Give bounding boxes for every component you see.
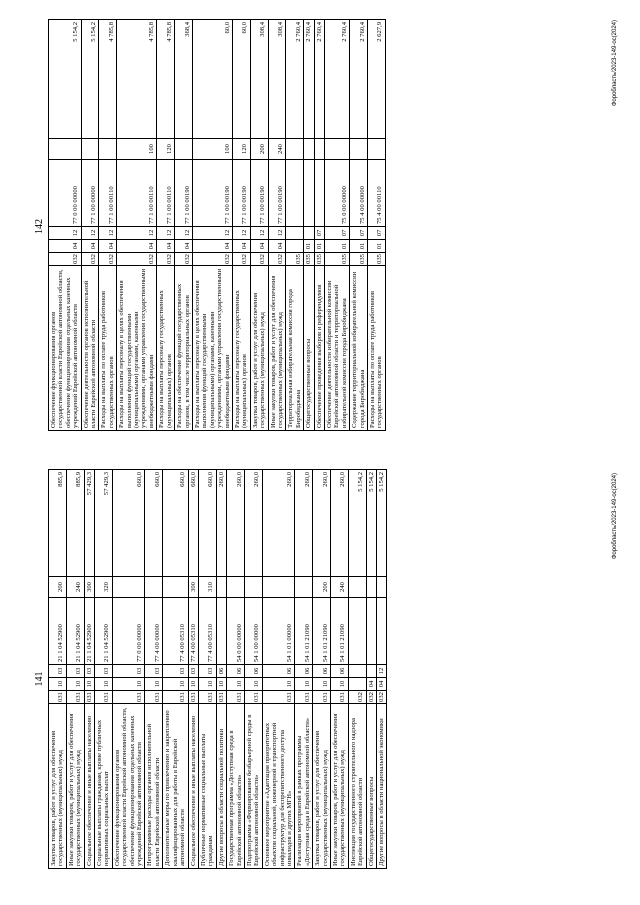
row-name: Общегосударственные вопросы [304, 266, 314, 431]
row-section: 01 [368, 240, 386, 253]
row-gov-code: 031 [189, 692, 197, 702]
table-row [250, 20, 268, 431]
row-expense-type: 200 [250, 139, 268, 160]
row-amount: 4 785,8 [117, 20, 157, 139]
row-expense-type [81, 139, 99, 160]
row-target-code: 54 1 00 00000 [244, 598, 262, 665]
row-name: Общегосударственные вопросы [366, 704, 376, 869]
row-target-code [304, 160, 314, 227]
table-row [286, 20, 304, 431]
row-expense-type: 240 [66, 577, 84, 598]
table-row [157, 20, 175, 431]
row-target-code [286, 160, 304, 227]
row-name: Обеспечение функционирования органов государственной власти Еврейской автономной области, обеспечение функционирования отдельных казенных учреждений Еврейской автономной области [112, 704, 145, 869]
row-subsection: 12 [99, 227, 117, 240]
row-expense-type [304, 139, 314, 160]
row-target-code: 77 1 00 00190 [232, 160, 250, 227]
row-name: Расходы на выплаты персоналу в целях обеспечения выполнения функций государственными (муниципальными) органами, казенными учреждениями, органами управления государственными внебюджетными фондами [117, 266, 157, 431]
row-gov-code: 031 [331, 691, 349, 704]
row-expense-type: 300 [84, 577, 94, 598]
row-target-code: 77 1 00 00190 [175, 160, 193, 227]
page-left [0, 453, 640, 905]
table-row [295, 470, 313, 869]
table-row [268, 20, 286, 431]
table-row [262, 470, 295, 869]
row-name: Другие вопросы в области национальной экономики [377, 704, 387, 869]
row-expense-type [350, 139, 368, 160]
row-subsection: 12 [81, 227, 99, 240]
row-gov-code: 035 [305, 254, 313, 264]
row-gov-code: 031 [112, 691, 145, 704]
table-row [192, 20, 232, 431]
row-expense-type [348, 577, 366, 598]
row-amount: 260,0 [244, 470, 262, 577]
row-subsection [348, 665, 366, 678]
row-name: Обеспечение деятельности органов исполнительной власти Еврейской автономной области [81, 266, 99, 431]
row-section: 04 [49, 240, 82, 253]
row-subsection: 06 [295, 665, 313, 678]
table-row [66, 470, 84, 869]
row-amount: 60,0 [192, 20, 232, 139]
row-amount: 5 154,2 [49, 20, 82, 139]
row-name: Закупка товаров, работ и услуг для обеспечения государственных (муниципальных) нужд [49, 704, 67, 869]
row-name: Дополнительные меры по привлечению и закреплению квалифицированных для работы в Еврейской автономной области [163, 704, 188, 869]
row-subsection: 03 [95, 665, 113, 678]
row-section: 10 [145, 678, 163, 691]
row-subsection: 12 [268, 227, 286, 240]
row-section: 10 [112, 678, 145, 691]
row-amount: 308,4 [250, 20, 268, 139]
row-expense-type: 100 [192, 139, 232, 160]
row-gov-code: 031 [313, 691, 331, 704]
row-section: 04 [99, 240, 117, 253]
row-section: 10 [295, 678, 313, 691]
row-section: 01 [350, 240, 368, 253]
row-expense-type [49, 139, 82, 160]
table-row [325, 20, 350, 431]
table-row [227, 470, 245, 869]
row-name: Непрограммные расходы органов исполнительной власти Еврейской автономной области [145, 704, 163, 869]
row-target-code: 77 0 00 00000 [112, 598, 145, 665]
row-amount: 260,0 [331, 470, 349, 577]
row-expense-type [145, 577, 163, 598]
budget-table [48, 19, 386, 431]
row-expense-type: 300 [188, 577, 198, 598]
row-section: 04 [192, 240, 232, 253]
table-row [84, 470, 94, 869]
row-section: 10 [198, 678, 216, 691]
row-gov-code: 032 [250, 253, 268, 266]
row-amount: 260,0 [227, 470, 245, 577]
table-row [49, 20, 82, 431]
row-name: Иные закупки товаров, работ и услуг для обеспечения государственных (муниципальных) нужд [66, 704, 84, 869]
table-row [49, 470, 67, 869]
row-target-code: 77 0 00 00000 [49, 160, 82, 227]
row-subsection [304, 227, 314, 240]
row-section: 04 [377, 678, 387, 691]
row-amount: 2 760,4 [286, 20, 304, 139]
row-amount: 5 154,2 [366, 470, 376, 577]
row-section: 10 [163, 678, 188, 691]
table-row [198, 470, 216, 869]
row-amount: 368,4 [175, 20, 193, 139]
row-gov-code: 032 [232, 253, 250, 266]
table-row [112, 470, 145, 869]
row-expense-type [325, 139, 350, 160]
table-row [95, 470, 113, 869]
row-subsection: 07 [350, 227, 368, 240]
row-subsection: 06 [216, 665, 226, 678]
row-expense-type [99, 139, 117, 160]
row-gov-code: 031 [145, 691, 163, 704]
row-amount: 5 154,2 [81, 20, 99, 139]
row-section: 04 [157, 240, 175, 253]
row-amount: 57 429,3 [84, 470, 94, 577]
row-section: 10 [95, 678, 113, 691]
row-name: Расходы на выплаты персоналу государственных (муниципальных) органов [157, 266, 175, 431]
row-section: 10 [84, 678, 94, 691]
row-subsection: 03 [112, 665, 145, 678]
row-section [286, 240, 304, 253]
row-subsection: 03 [145, 665, 163, 678]
row-expense-type [227, 577, 245, 598]
row-expense-type: 200 [49, 577, 67, 598]
row-subsection: 07 [314, 227, 324, 240]
row-subsection: 12 [377, 665, 387, 678]
row-expense-type: 120 [157, 139, 175, 160]
row-name: Расходы на выплаты персоналу государственных (муниципальных) органов [232, 266, 250, 431]
budget-table [48, 469, 387, 869]
row-subsection: 03 [84, 665, 94, 678]
table-row [314, 20, 324, 431]
table-row [368, 20, 386, 431]
row-subsection [286, 227, 304, 240]
row-subsection: 12 [175, 227, 193, 240]
row-name: Расходы на обеспечение функций государственных органов, в том числе территориальных органов [175, 266, 193, 431]
row-target-code: 77 1 00 00000 [81, 160, 99, 227]
row-name: Иные закупки товаров, работ и услуг для обеспечения государственных (муниципальных) нужд [331, 704, 349, 869]
row-target-code: 54 0 00 00000 [227, 598, 245, 665]
row-gov-code: 035 [315, 254, 323, 264]
row-name: Социальные выплаты гражданам, кроме публичных нормативных социальных выплат [95, 704, 113, 869]
row-gov-code: 035 [368, 253, 386, 266]
page-number: 141 [34, 671, 45, 687]
row-section: 04 [250, 240, 268, 253]
row-expense-type [175, 139, 193, 160]
row-expense-type [368, 139, 386, 160]
row-amount: 260,0 [262, 470, 295, 577]
row-amount: 660,0 [198, 470, 216, 577]
table-row [99, 20, 117, 431]
row-amount: 57 429,3 [95, 470, 113, 577]
row-amount: 4 785,8 [99, 20, 117, 139]
row-gov-code: 031 [66, 691, 84, 704]
row-amount: 2 760,4 [325, 20, 350, 139]
row-subsection: 06 [313, 665, 331, 678]
row-name: Обеспечение проведения выборов и референдумов [314, 266, 324, 431]
row-amount: 660,0 [163, 470, 188, 577]
row-target-code: 75 0 00 00000 [325, 160, 350, 227]
row-target-code: 21 1 04 52900 [95, 598, 113, 665]
row-gov-code: 031 [49, 691, 67, 704]
row-expense-type [286, 139, 304, 160]
row-subsection: 06 [331, 665, 349, 678]
row-amount: 660,0 [188, 470, 198, 577]
row-subsection: 03 [188, 665, 198, 678]
row-target-code [314, 160, 324, 227]
row-target-code [377, 598, 387, 665]
row-amount: 60,0 [232, 20, 250, 139]
row-section: 01 [314, 240, 324, 253]
row-expense-type: 240 [331, 577, 349, 598]
row-target-code: 75 4 00 00110 [368, 160, 386, 227]
row-subsection: 03 [163, 665, 188, 678]
row-amount: 260,0 [313, 470, 331, 577]
row-amount: 4 785,8 [157, 20, 175, 139]
row-gov-code: 031 [217, 692, 225, 702]
row-expense-type: 310 [198, 577, 216, 598]
row-subsection: 12 [232, 227, 250, 240]
row-section: 10 [331, 678, 349, 691]
table-row [117, 20, 157, 431]
row-section: 04 [268, 240, 286, 253]
row-target-code: 77 4 00 00000 [145, 598, 163, 665]
row-target-code: 77 1 00 00190 [250, 160, 268, 227]
row-name: Обеспечение деятельности избирательной комиссии Еврейской автономной области и территориальной избирательной комиссии города Биробиджана [325, 266, 350, 431]
row-target-code: 77 4 00 05310 [163, 598, 188, 665]
row-subsection: 06 [262, 665, 295, 678]
row-section: 04 [175, 240, 193, 253]
row-section: 01 [325, 240, 350, 253]
table-row [81, 20, 99, 431]
row-amount: 885,9 [66, 470, 84, 577]
row-gov-code: 032 [192, 253, 232, 266]
row-subsection: 12 [250, 227, 268, 240]
row-section: 10 [49, 678, 67, 691]
row-name: Инспекция государственного строительного надзора Еврейской автономной области [348, 704, 366, 869]
row-gov-code: 032 [81, 253, 99, 266]
row-target-code [348, 598, 366, 665]
row-subsection: 12 [49, 227, 82, 240]
row-section: 10 [216, 678, 226, 691]
row-name: Государственная программа «Доступная среда в Еврейской автономной области» [227, 704, 245, 869]
row-amount: 2 760,4 [350, 20, 368, 139]
row-target-code: 21 1 04 52900 [66, 598, 84, 665]
row-expense-type: 240 [268, 139, 286, 160]
row-section: 01 [304, 240, 314, 253]
row-expense-type: 100 [117, 139, 157, 160]
row-expense-type [314, 139, 324, 160]
row-target-code: 54 1 01 21090 [313, 598, 331, 665]
row-gov-code: 035 [325, 253, 350, 266]
row-subsection: 03 [49, 665, 67, 678]
row-gov-code: 032 [175, 253, 193, 266]
row-name: Реализация мероприятий в рамках программы «Доступная среда в Еврейской автономной области» [295, 704, 313, 869]
row-expense-type [216, 577, 226, 598]
row-expense-type [112, 577, 145, 598]
row-name: Обеспечение функционирования органов государственной власти Еврейской автономной области, обеспечение функционирования отдельных казенных учреждений Еврейской автономной области [49, 266, 82, 431]
table-row [244, 470, 262, 869]
row-name: Закупка товаров, работ и услуг для обеспечения государственных (муниципальных) нужд [313, 704, 331, 869]
row-expense-type [295, 577, 313, 598]
row-gov-code: 032 [268, 253, 286, 266]
row-name: Расходы на выплаты персоналу в целях обеспечения выполнения функций государственными (муниципальными) органами, казенными учреждениями, органами управления государственными внебюджетными фондами [192, 266, 232, 431]
table-row [145, 470, 163, 869]
row-subsection: 03 [198, 665, 216, 678]
row-amount: 260,0 [295, 470, 313, 577]
row-gov-code: 031 [295, 691, 313, 704]
row-target-code: 77 4 00 05310 [198, 598, 216, 665]
row-expense-type: 320 [95, 577, 113, 598]
row-name: Социальное обеспечение и иные выплаты населению [188, 704, 198, 869]
row-name: Содержание территориальной избирательной комиссии города Биробиджана [350, 266, 368, 431]
row-subsection: 06 [227, 665, 245, 678]
row-target-code: 54 1 01 21090 [331, 598, 349, 665]
row-name: Социальное обеспечение и иные выплаты населению [84, 704, 94, 869]
row-gov-code: 032 [378, 692, 386, 702]
row-subsection: 06 [244, 665, 262, 678]
row-expense-type: 200 [313, 577, 331, 598]
row-amount: 2 760,4 [304, 20, 314, 139]
table-row [216, 470, 226, 869]
row-subsection: 12 [117, 227, 157, 240]
row-gov-code: 035 [350, 253, 368, 266]
row-expense-type [366, 577, 376, 598]
page-footer: Форобласть/2023-149-ос(2024) [612, 473, 618, 560]
row-gov-code: 032 [49, 253, 82, 266]
row-section: 10 [262, 678, 295, 691]
row-name: Иные закупки товаров, работ и услуг для обеспечения государственных (муниципальных) нужд [268, 266, 286, 431]
row-amount: 5 154,2 [377, 470, 387, 577]
row-amount: 308,4 [268, 20, 286, 139]
row-name: Публичные нормативные социальные выплаты гражданам [198, 704, 216, 869]
table-row [348, 470, 366, 869]
row-section: 04 [81, 240, 99, 253]
row-name: Расходы на выплаты по оплате труда работников государственных органов [368, 266, 386, 431]
row-subsection [366, 665, 376, 678]
table-row [377, 470, 387, 869]
table-row [304, 20, 314, 431]
row-target-code: 77 1 00 00190 [268, 160, 286, 227]
row-target-code: 77 1 00 00110 [157, 160, 175, 227]
row-section [348, 678, 366, 691]
row-amount: 5 154,2 [348, 470, 366, 577]
row-expense-type: 120 [232, 139, 250, 160]
row-gov-code: 031 [244, 691, 262, 704]
row-subsection: 12 [192, 227, 232, 240]
row-name: Подпрограмма «Формирование безбарьерной среды в Еврейской автономной области» [244, 704, 262, 869]
row-amount: 885,9 [49, 470, 67, 577]
row-gov-code: 031 [163, 691, 188, 704]
row-gov-code: 031 [227, 691, 245, 704]
row-amount: 2 627,9 [368, 20, 386, 139]
row-target-code: 77 1 00 00190 [192, 160, 232, 227]
row-expense-type [262, 577, 295, 598]
row-name: Расходы на выплаты по оплате труда работников государственных органов [99, 266, 117, 431]
row-amount: 660,0 [145, 470, 163, 577]
row-gov-code: 031 [262, 691, 295, 704]
page-number: 142 [34, 219, 45, 234]
table-row [163, 470, 188, 869]
row-section: 04 [366, 678, 376, 691]
row-gov-code: 032 [117, 253, 157, 266]
row-subsection: 07 [325, 227, 350, 240]
row-target-code: 77 1 00 00110 [117, 160, 157, 227]
row-target-code: 21 1 04 52900 [84, 598, 94, 665]
row-expense-type [377, 577, 387, 598]
row-target-code: 77 4 00 05310 [188, 598, 198, 665]
row-gov-code: 035 [286, 253, 304, 266]
row-section: 10 [244, 678, 262, 691]
row-target-code [366, 598, 376, 665]
row-gov-code: 031 [85, 692, 93, 702]
row-target-code: 54 1 01 21090 [295, 598, 313, 665]
row-target-code: 21 1 04 52900 [49, 598, 67, 665]
row-expense-type [244, 577, 262, 598]
row-gov-code: 032 [348, 691, 366, 704]
row-section: 10 [188, 678, 198, 691]
row-gov-code: 032 [157, 253, 175, 266]
row-expense-type [163, 577, 188, 598]
row-section: 10 [313, 678, 331, 691]
row-name: Другие вопросы в области социальной политики [216, 704, 226, 869]
table-row [366, 470, 376, 869]
table-row [350, 20, 368, 431]
row-subsection: 12 [157, 227, 175, 240]
table-row [175, 20, 193, 431]
row-target-code: 54 1 01 00000 [262, 598, 295, 665]
row-subsection: 07 [368, 227, 386, 240]
row-target-code: 77 1 00 00110 [99, 160, 117, 227]
table-row [331, 470, 349, 869]
row-amount: 660,0 [112, 470, 145, 577]
table-row [313, 470, 331, 869]
row-target-code: 75 4 00 00000 [350, 160, 368, 227]
row-name: Закупка товаров, работ и услуг для обеспечения государственных (муниципальных) нужд [250, 266, 268, 431]
row-amount: 260,0 [216, 470, 226, 577]
row-name: Территориальная избирательная комиссия города Биробиджана [286, 266, 304, 431]
row-section: 10 [66, 678, 84, 691]
row-target-code [216, 598, 226, 665]
row-amount: 2 760,4 [314, 20, 324, 139]
row-subsection: 03 [66, 665, 84, 678]
table-row [232, 20, 250, 431]
row-section: 10 [227, 678, 245, 691]
row-gov-code: 032 [367, 692, 375, 702]
row-section: 04 [117, 240, 157, 253]
row-gov-code: 032 [99, 253, 117, 266]
table-row [188, 470, 198, 869]
row-gov-code: 031 [95, 691, 113, 704]
row-name: Основное мероприятие «Адаптация приоритетных объектов социальной, инженерной и транспортной инфраструктур для беспрепятственного доступа инвалидов и других МГН» [262, 704, 295, 869]
row-section: 04 [232, 240, 250, 253]
page-footer: Форобласть/2023-149-ос(2024) [612, 20, 618, 107]
row-gov-code: 031 [198, 691, 216, 704]
